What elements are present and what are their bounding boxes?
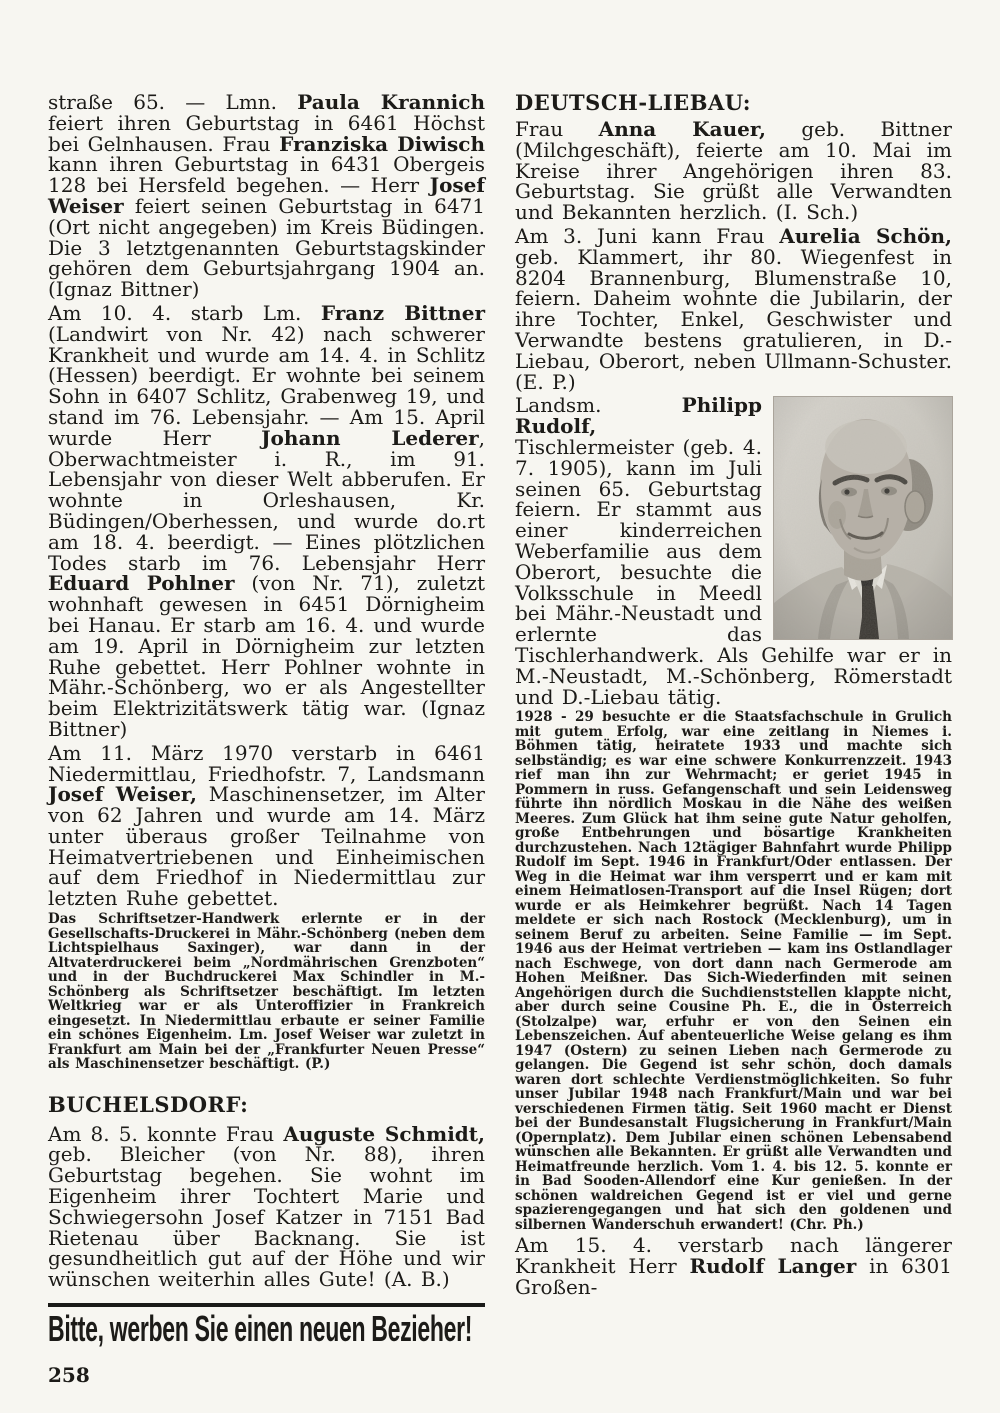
- birthday-paragraph: Am 8. 5. konnte Frau Auguste Schmidt, geb. Bleicher (von Nr. 88), ihren Geburtstag begehen. Sie wohnt im Eigenheim ihrer Tochtert Marie und Schwiegersohn Josef Katzer in 7151 Bad Rietenau über Backnang. Sie ist gesundheitlich gut auf der Höhe und wir wünschen weiterhin alles Gute! (A. B.): [48, 1121, 485, 1292]
- obituary-paragraph: Am 10. 4. starb Lm. Franz Bittner (Landwirt von Nr. 42) nach schwerer Krankheit und wurde am 14. 4. in Schlitz (Hessen) beerdigt. Er wohnte bei seinem Sohn in 6407 Schlitz, Grabenweg 19, und stand im 76. Lebensjahr. — Am 15. April wurde Herr Johann Lederer, Oberwachtmeister i. R., im 91. Lebensjahr von dieser Welt abberufen. Er wohnte in Orleshausen, Kr. Büdingen/Oberhessen, und wurde do.rt am 18. 4. beerdigt. — Eines plötzlichen Todes starb im 76. Lebensjahr Herr Eduard Pohlner (von Nr. 71), zuletzt wohnhaft gewesen in 6451 Dörnigheim bei Hanau. Er starb am 16. 4. und wurde am 19. April in Dörnigheim zur letzten Ruhe gebettet. Herr Pohlner wohnte in Mähr.-Schönberg, wo er als Angestellter beim Elektrizitätswerk tätig war. (Ignaz Bittner): [48, 300, 486, 741]
- subscribe-banner-text: Bitte, werben Sie einen neuen Bezieher!: [48, 1307, 473, 1349]
- divider-rule: [48, 1303, 485, 1307]
- biography-fine-print: Das Schriftsetzer-Handwerk erlernte er in der Gesellschafts-Druckerei in Mähr.-Schönberg (neben dem Lichtspielhaus Saxinger), war dann in der Altvaterdruckerei beim „Nordmährischen Grenzboten“ und in der Buchdruckerei Max Schindler in M.-Schönberg als Schriftsetzer beschäftigt. Im letzten Weltkrieg war er als Unteroffizier in Frankreich eingesetzt. In Niedermittlau erbaute er seiner Familie ein schönes Eigenheim. Lm. Josef Weiser war zuletzt in Frankfurt am Main bei der „Frankfurter Neuen Presse“ als Maschinensetzer beschäftigt. (P.): [48, 911, 485, 1073]
- portrait-paragraph-text: Landsm. Philipp Rudolf, Tischlermeister (geb. 4. 7. 1905), kann im Juli seinen 65. Geburtstag feiern. Er stammt aus einer kinderreichen Weberfamilie aus dem Oberort, besuchte die Volksschule in Meedl bei Mähr.-Neustadt und erlernte das Tischlerhandwerk. Als Gehilfe war er in M.-Neustadt, M.-Schönberg, Römerstadt und D.-Liebau tätig.: [515, 393, 952, 709]
- portrait-paragraph: [515, 395, 952, 707]
- philipp-rudolf-portrait-photo: [774, 397, 952, 639]
- subscribe-banner: [48, 1309, 485, 1349]
- section-heading-deutsch-liebau: DEUTSCH-LIEBAU:: [515, 90, 752, 115]
- biography-fine-print: 1928 - 29 besuchte er die Staatsfachschule in Grulich mit gutem Erfolg, war eine zeitlang in Niemes i. Böhmen tätig, heiratete 1933 und machte sich selbständig; es war eine schwere Konkurrenzzeit. 1943 rief man ihn zur Wehrmacht; er geriet 1945 in Pommern in russ. Gefangenschaft und sein Leidensweg führte ihn nördlich Moskau in die Nähe des weißen Meeres. Zum Glück hat ihm seine gute Natur geholfen, große Entbehrungen und bösartige Krankheiten durchzustehen. Nach 12tägiger Bahnfahrt wurde Philipp Rudolf im Sept. 1946 in Frankfurt/Oder entlassen. Der Weg in die Heimat war ihm versperrt und er kam mit einem Heimatlosen-Transport auf die Insel Rügen; dort wurde er als Heimkehrer begrüßt. Nach 14 Tagen meldete er sich nach Rostock (Mecklenburg), um in seinem Beruf zu arbeiten. Seine Familie — im Sept. 1946 aus der Heimat vertrieben — kam ins Ostlandlager nach Eschwege, von dort dann nach Germerode am Hohen Meißner. Das Sich-Wiederfinden mit seinen Angehörigen durch die Suchdienststellen klappte nicht, aber durch seine Cousine Ph. E., die in Österreich (Stolzalpe) war, erfuhr er von den Seinen ein Lebenszeichen. Auf abenteuerliche Weise gelang es ihm 1947 (Ostern) zu seinen Lieben nach Germerode zu gelangen. Die Gegend ist sehr schön, doch damals waren dort schlechte Verdienstmöglichkeiten. So fuhr unser Jubilar 1948 nach Frankfurt/Main und war bei verschiedenen Firmen tätig. Seit 1960 macht er Dienst bei der Bundesanstalt Flugsicherung in Frankfurt/Main (Opernplatz). Dem Jubilar einen schönen Lebensabend wünschen alle Bekannten. Er grüßt alle Verwandten und Heimatfreunde herzlich. Vom 1. 4. bis 12. 5. konnte er in Bad Sooden-Allendorf eine Kur genießen. In der schönen waldreichen Gegend ist er viel und gerne spazierengegangen und hat sich den goldenen und silbernen Wanderschuh erwandert! (Chr. Ph.): [515, 709, 952, 1233]
- left-column: [48, 92, 485, 1387]
- section-heading-buchelsdorf: BUCHELSDORF:: [48, 1091, 249, 1117]
- obituary-paragraph: Am 11. März 1970 verstarb in 6461 Niedermittlau, Friedhofstr. 7, Landsmann Josef Weiser, Maschinensetzer, im Alter von 62 Jahren und wurde am 14. März unter überaus großer Teilnahme von Heimatvertriebenen und Einheimischen auf dem Friedhof in Niedermittlau zur letzten Ruhe gebettet.: [48, 740, 485, 911]
- right-column: [515, 92, 952, 1387]
- birthday-paragraph: Am 3. Juni kann Frau Aurelia Schön, geb. Klammert, ihr 80. Wiegenfest in 8204 Brannenburg, Blumenstraße 10, feiern. Daheim wohnte die Jubilarin, der ihre Tochter, Enkel, Geschwister und Verwandte bestens gratulieren, in D.-Liebau, Oberort, neben Ullmann-Schuster. (E. P.): [515, 223, 953, 394]
- obituary-paragraph: Am 15. 4. verstarb nach längerer Krankheit Herr Rudolf Langer in 6301 Großen-: [515, 1233, 952, 1299]
- birthday-paragraph: Frau Anna Kauer, geb. Bittner (Milchgeschäft), feierte am 10. Mai im Kreise ihrer Angehörigen ihren 83. Geburtstag. Sie grüßt alle Verwandten und Bekannten herzlich. (I. Sch.): [515, 117, 952, 225]
- news-paragraph: straße 65. — Lmn. Paula Krannich feiert ihren Geburtstag in 6461 Höchst bei Gelnhausen. Frau Franziska Diwisch kann ihren Geburtstag in 6431 Obergeis 128 bei Hersfeld begehen. — Herr Josef Weiser feiert seinen Geburtstag in 6471 (Ort nicht angegeben) im Kreis Büdingen. Die 3 letztgenannten Geburtstagskinder gehören dem Geburtsjahrgang 1904 an. (Ignaz Bittner): [48, 90, 485, 302]
- page-number: 258: [48, 1362, 90, 1387]
